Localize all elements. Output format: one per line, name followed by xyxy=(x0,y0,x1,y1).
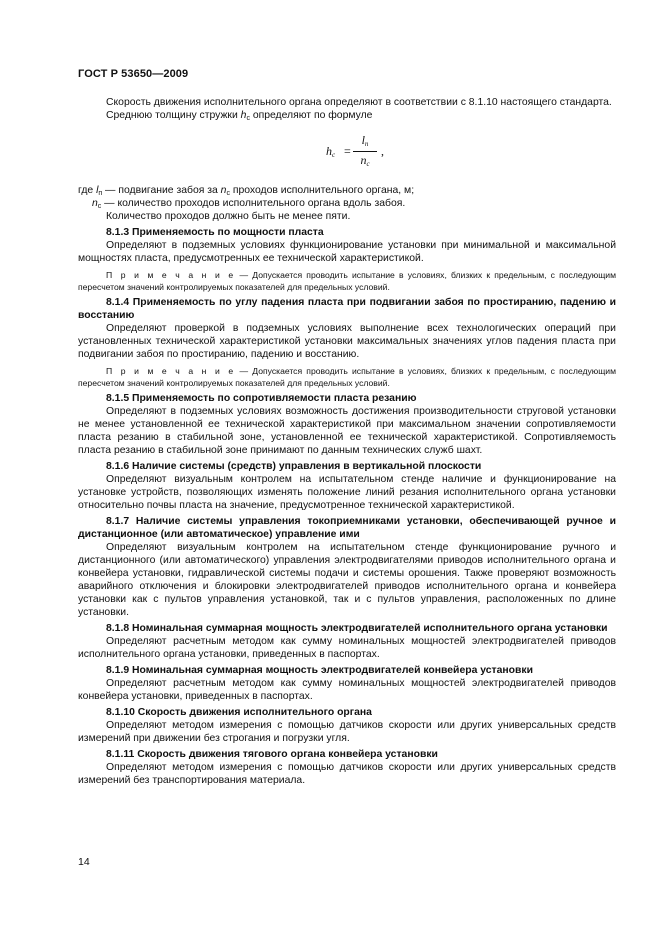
text-8-1-3: Определяют в подземных условиях функционирование установки при минимальной и максимальной мощностях пласта, предусмотренных ее технической характеристикой. xyxy=(78,240,616,264)
text-8-1-6: Определяют визуальным контролем на испытательном стенде наличие и функционирование на установке устройств, позволяющих изменять положение линий резания исполнительного органа установки относительно почвы пласта на значение, предусмотренное технической характеристикой. xyxy=(78,474,616,511)
paragraph-pass-count: Количество проходов должно быть не менее пяти. xyxy=(106,211,351,222)
heading-8-1-8: 8.1.8 Номинальная суммарная мощность электродвигателей исполнительного органа установки xyxy=(106,623,608,634)
heading-8-1-3: 8.1.3 Применяемость по мощности пласта xyxy=(106,227,324,238)
formula-numerator: $l_п$ xyxy=(361,133,369,148)
heading-8-1-5: 8.1.5 Применяемость по сопротивляемости пласта резанию xyxy=(106,393,417,404)
paragraph-chip-thickness: Среднюю толщину стружки $h_с$ определяют по формуле xyxy=(106,110,373,122)
formula-chip-thickness: $h_с$ = $l_п$ $n_с$ , xyxy=(326,133,384,168)
text-8-1-8: Определяют расчетным методом как сумму номинальных мощностей электродвигателей приводов исполнительного органа установки, приведенных в паспортах. xyxy=(78,636,616,660)
note-8-1-3: П р и м е ч а н и е — Допускается проводить испытание в условиях, близких к предельным, с последующим пересчетом значений контролируемых показателей для предельных условий. xyxy=(78,270,616,292)
text-8-1-7: Определяют визуальным контролем на испытательном стенде функционирование ручного и дистанционного (или автоматического) управления электродвигателями приводов исполнительного органа и конвейера установки, гидравлической системы подачи и системы орошения. Также проверяют возможность аварийного отключения и блокировки электродвигателей приводов исполнительного органа и конвейера установки как с пультов управления установкой, так и с пультов управления, расположенных по длине установки. xyxy=(78,542,616,618)
paragraph-speed-reference: Скорость движения исполнительного органа определяют в соответствии с 8.1.10 настоящего стандарта. xyxy=(106,97,612,108)
where-line-n: $n_с$ — количество проходов исполнительного органа вдоль забоя. xyxy=(92,198,406,210)
text-8-1-10: Определяют методом измерения с помощью датчиков скорости или других универсальных средств измерений при движении без строгания и погрузки угля. xyxy=(78,720,616,744)
heading-8-1-10: 8.1.10 Скорость движения исполнительного органа xyxy=(106,707,372,718)
text-8-1-11: Определяют методом измерения с помощью датчиков скорости или других универсальных средств измерений без транспортирования материала. xyxy=(78,762,616,786)
text-8-1-4: Определяют проверкой в подземных условиях выполнение всех технологических операций при установленных технической характеристикой установки максимальных значениях углов падения пласта при подвигании забоя по простиранию, падению и восстанию. xyxy=(78,323,616,360)
fraction-bar xyxy=(353,151,377,152)
text-8-1-9: Определяют расчетным методом как сумму номинальных мощностей электродвигателей приводов конвейера установки, приведенных в паспортах. xyxy=(78,678,616,702)
heading-8-1-7: 8.1.7 Наличие системы управления токоприемниками установки, обеспечивающей ручное и дистанционное (или автоматическое) управление ими xyxy=(78,516,616,540)
text-8-1-5: Определяют в подземных условиях возможность достижения производительности струговой установки не менее установленной ее технической характеристикой при максимальном значении сопротивляемости пласта резанию в стабильной зоне, установленной ее технической характеристикой. Сопротивляемость пласта резанию в стабильной зоне принимают по данным технических служб шахт. xyxy=(78,406,616,456)
heading-8-1-6: 8.1.6 Наличие системы (средств) управления в вертикальной плоскости xyxy=(106,461,482,472)
formula-denominator: $n_с$ xyxy=(360,153,370,168)
document-body xyxy=(78,96,616,787)
note-8-1-4: П р и м е ч а н и е — Допускается проводить испытание в условиях, близких к предельным, с последующим пересчетом значений контролируемых показателей для предельных условий. xyxy=(78,366,616,388)
heading-8-1-4: 8.1.4 Применяемость по углу падения пласта при подвигании забоя по простиранию, падению и восстанию xyxy=(78,297,616,321)
where-line-l: где $l_п$ — подвигание забоя за $n_с$ проходов исполнительного органа, м; xyxy=(78,185,415,197)
document-header: ГОСТ Р 53650—2009 xyxy=(78,68,189,80)
heading-8-1-9: 8.1.9 Номинальная суммарная мощность электродвигателей конвейера установки xyxy=(106,665,533,676)
heading-8-1-11: 8.1.11 Скорость движения тягового органа конвейера установки xyxy=(106,749,438,760)
page-number: 14 xyxy=(78,856,90,868)
